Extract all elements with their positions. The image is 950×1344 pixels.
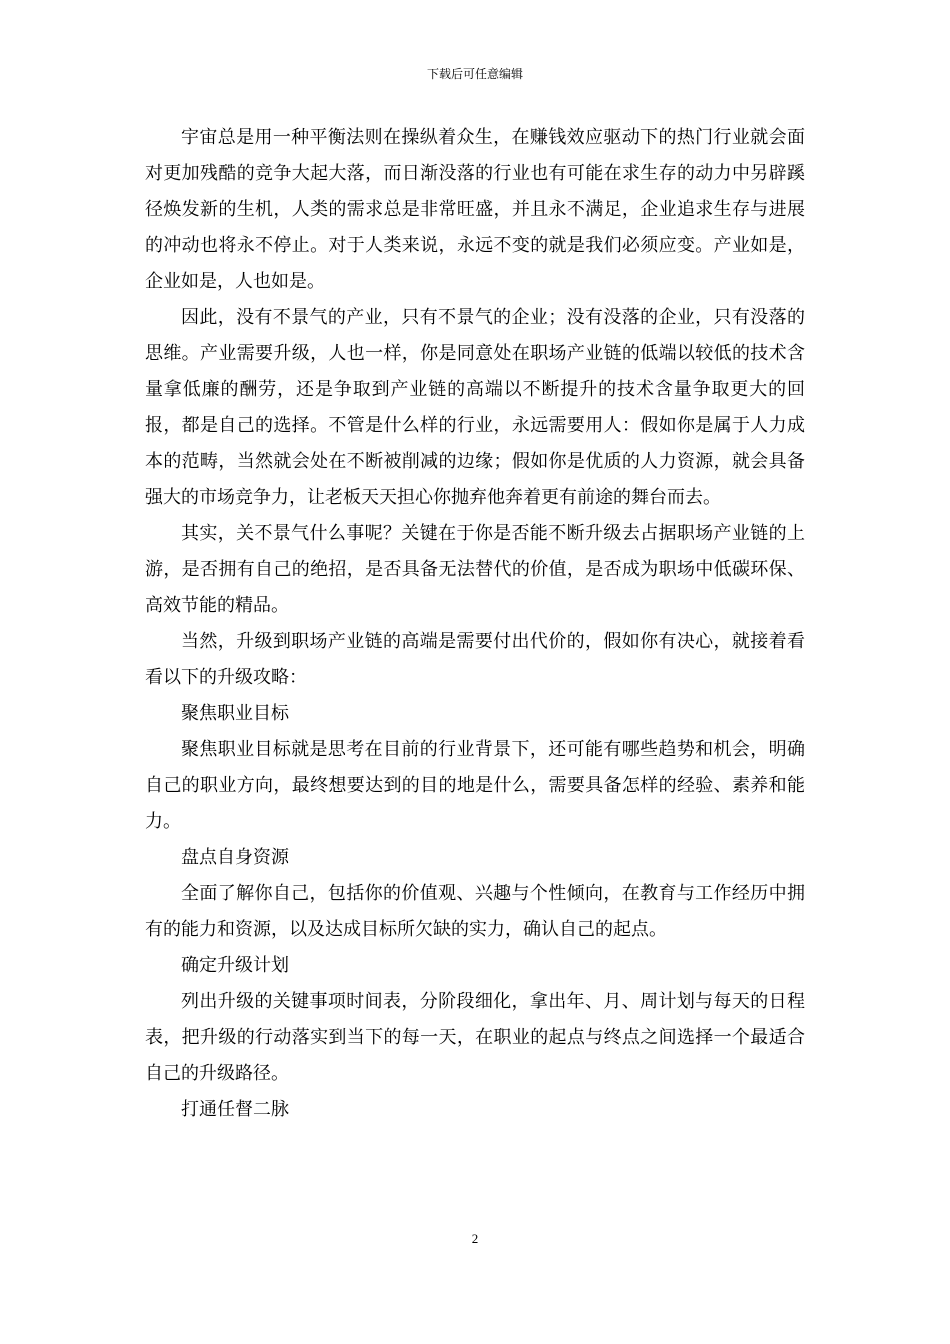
page-header: 下载后可任意编辑 [426, 67, 523, 81]
section-heading-inventory-resources: 盘点自身资源 [181, 847, 289, 868]
page-number: 2 [471, 1231, 479, 1246]
paragraph-upgrade-plan: 列出升级的关键事项时间表，分阶段细化，拿出年、月、周计划与每天的日程表，把升级的行动落实到当下的每一天，在职业的起点与终点之间选择一个最适合自己的升级路径。 [145, 991, 805, 1084]
section-heading-open-channels: 打通任督二脉 [181, 1099, 289, 1120]
paragraph-2: 因此，没有不景气的产业，只有不景气的企业；没有没落的企业，只有没落的思维。产业需要升级，人也一样，你是同意处在职场产业链的低端以较低的技术含量拿低廉的酬劳，还是争取到产业链的高端以不断提升的技术含量争取更大的回报，都是自己的选择。不管是什么样的行业，永远需要用人：假如你是属于人力成本的范畴，当然就会处在不断被削减的边缘；假如你是优质的人力资源，就会具备强大的市场竞争力，让老板天天担心你抛弃他奔着更有前途的舞台而去。 [145, 307, 805, 508]
paragraph-focus-goal: 聚焦职业目标就是思考在目前的行业背景下，还可能有哪些趋势和机会，明确自己的职业方向，最终想要达到的目的地是什么，需要具备怎样的经验、素养和能力。 [145, 739, 805, 832]
document-body [145, 120, 805, 1128]
section-heading-focus-goal: 聚焦职业目标 [181, 703, 289, 724]
paragraph-1: 宇宙总是用一种平衡法则在操纵着众生，在赚钱效应驱动下的热门行业就会面对更加残酷的竞争大起大落，而日渐没落的行业也有可能在求生存的动力中另辟蹊径焕发新的生机，人类的需求总是非常旺盛，并且永不满足，企业追求生存与进展的冲动也将永不停止。对于人类来说，永远不变的就是我们必须应变。产业如是，企业如是，人也如是。 [145, 127, 805, 292]
section-heading-upgrade-plan: 确定升级计划 [181, 955, 289, 976]
paragraph-3: 其实，关不景气什么事呢？关键在于你是否能不断升级去占据职场产业链的上游，是否拥有自己的绝招，是否具备无法替代的价值，是否成为职场中低碳环保、高效节能的精品。 [145, 523, 805, 616]
paragraph-4: 当然，升级到职场产业链的高端是需要付出代价的，假如你有决心，就接着看看以下的升级攻略： [145, 631, 805, 688]
paragraph-inventory-resources: 全面了解你自己，包括你的价值观、兴趣与个性倾向，在教育与工作经历中拥有的能力和资源，以及达成目标所欠缺的实力，确认自己的起点。 [145, 883, 805, 940]
